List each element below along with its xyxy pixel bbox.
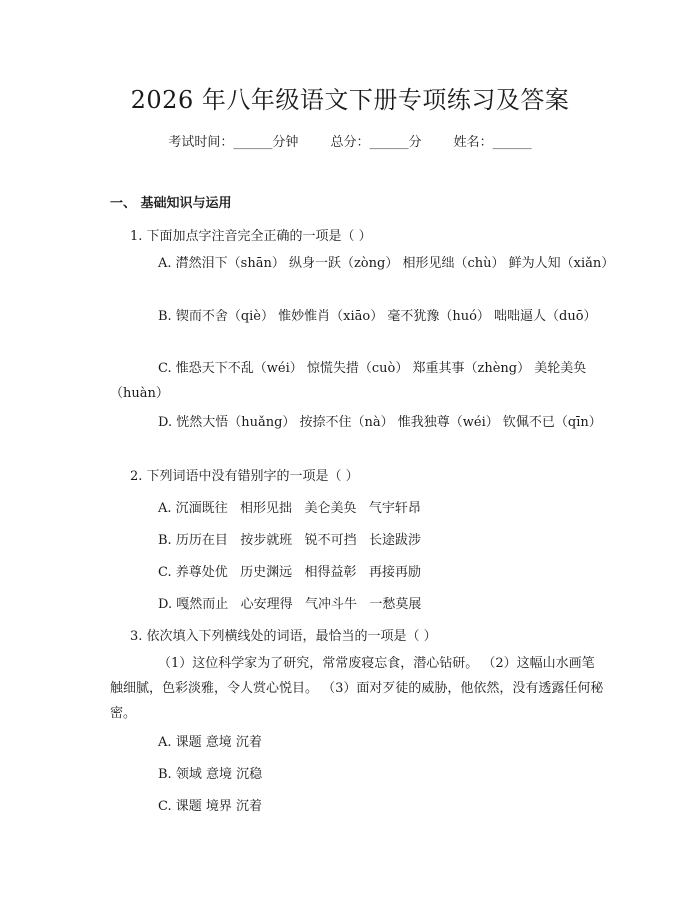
- question-1-stem: 1. 下面加点字注音完全正确的一项是（ ）: [130, 229, 372, 244]
- question-2-option-b: B. 历历在目 按步就班 锐不可挡 长途跋涉: [158, 533, 422, 548]
- question-2-stem: 2. 下列词语中没有错别字的一项是（ ）: [130, 469, 359, 484]
- exam-meta: [0, 131, 700, 150]
- question-1-option-a: A. 潸然泪下（shān） 纵身一跃（zòng） 相形见绌（chù） 鲜为人知（xiǎn）: [158, 256, 615, 271]
- question-1-option-b: B. 锲而不舍（qiè） 惟妙惟肖（xiāo） 毫不犹豫（huó） 咄咄逼人（duō）: [158, 309, 597, 324]
- question-3-stem: 3. 依次填入下列横线处的词语，最恰当的一项是（ ）: [130, 629, 437, 644]
- question-3-option-b: B. 领域 意境 沉稳: [158, 767, 263, 782]
- question-2-option-d: D. 嘎然而止 心安理得 气冲斗牛 一愁莫展: [158, 597, 422, 612]
- question-2-option-c: C. 养尊处优 历史渊远 相得益彰 再接再励: [158, 565, 421, 580]
- question-1-option-c: C. 惟恐天下不乱（wéi） 惊慌失措（cuò） 郑重其事（zhèng） 美轮美奂（huàn）: [110, 361, 587, 401]
- page-title: 2026 年八年级语文下册专项练习及答案: [130, 86, 570, 114]
- section-heading: 一、 基础知识与运用: [110, 196, 232, 211]
- student-name-field: 姓名：______: [453, 135, 532, 150]
- total-score-field: 总分：______分: [330, 135, 422, 150]
- exam-time-field: 考试时间：______分钟: [168, 135, 299, 150]
- question-2-option-a: A. 沉湎既往 相形见拙 美仑美奂 气宇轩昂: [158, 501, 421, 516]
- question-3-option-a: A. 课题 意境 沉着: [158, 735, 262, 750]
- question-3-option-c: C. 课题 境界 沉着: [158, 799, 263, 814]
- question-1-option-d: D. 恍然大悟（huǎng） 按捺不住（nà） 惟我独尊（wéi） 钦佩不已（qīn）: [158, 415, 602, 430]
- question-3-passage: （1）这位科学家为了研究，常常废寝忘食，潜心钻研。 （2）这幅山水画笔触细腻，色彩淡雅，令人赏心悦目。 （3）面对歹徒的威胁，他依然，没有透露任何秘密。: [110, 656, 604, 721]
